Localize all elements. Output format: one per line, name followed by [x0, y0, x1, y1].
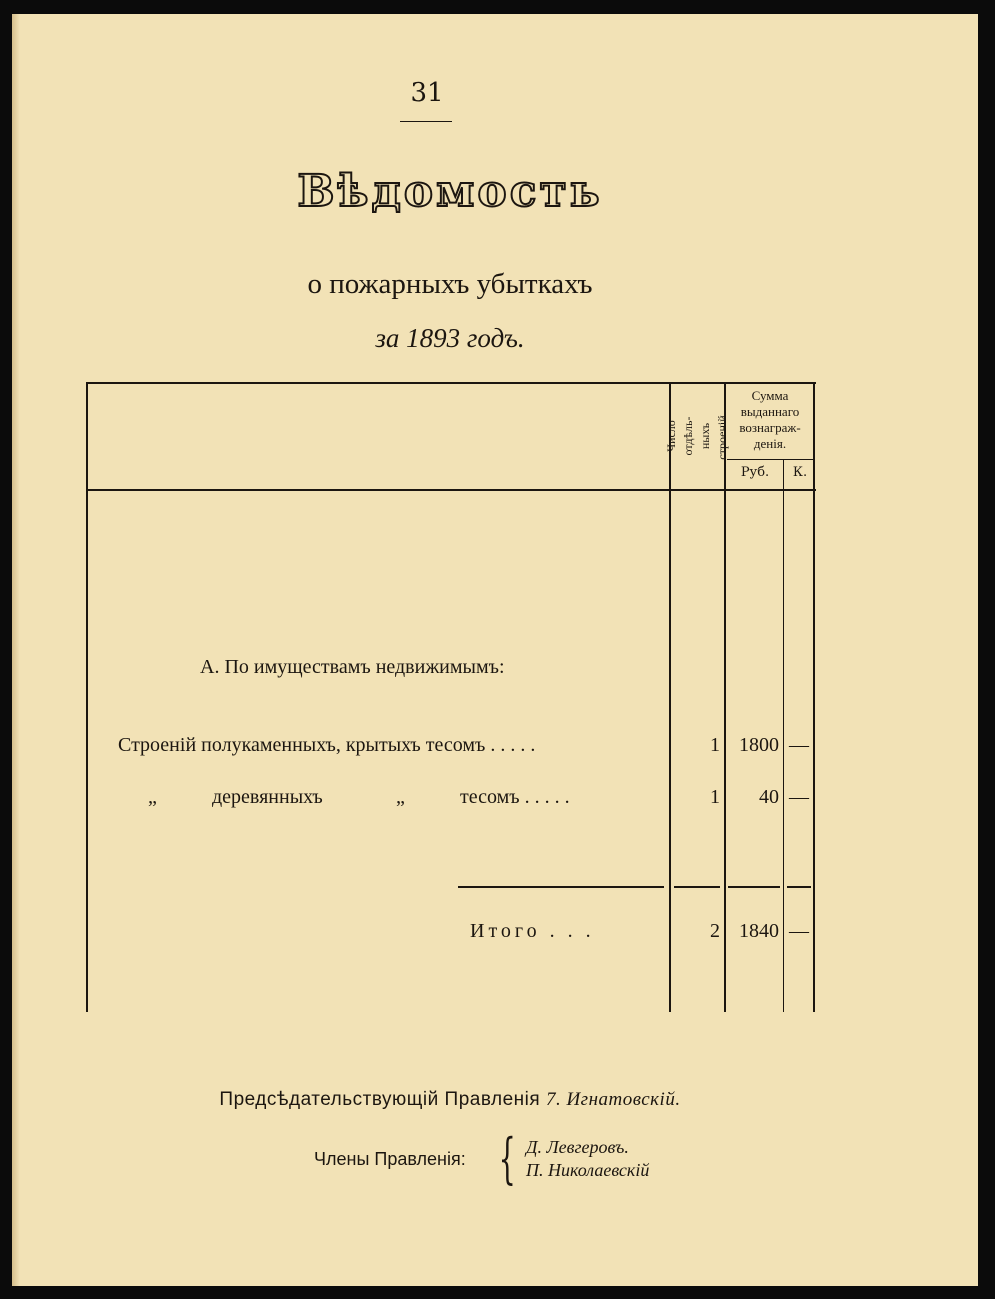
row-1-kop: — [789, 734, 809, 756]
row-2-ditto-1: „ [148, 786, 157, 808]
table-left-rule [86, 382, 88, 1012]
table-header-rule [86, 489, 816, 491]
total-label: Итого . . . [470, 920, 595, 942]
member-2: П. Николаевскій [526, 1160, 650, 1180]
chairman-title: Предсѣдательствующій Правленія [219, 1089, 541, 1110]
row-1-rub: 1800 [739, 734, 779, 756]
table-top-rule [86, 382, 816, 384]
total-rub: 1840 [739, 920, 779, 942]
kop-column-header: К. [792, 465, 808, 480]
total-kop: — [789, 920, 809, 942]
row-2-ditto-2: „ [396, 786, 405, 808]
section-heading: А. По имуществамъ недвижимымъ: [200, 656, 505, 678]
member-1: Д. Левгеровъ. [526, 1137, 629, 1157]
row-2-count: 1 [710, 786, 720, 808]
members-brace: { [498, 1127, 516, 1190]
document-subtitle: о пожарныхъ убыткахъ [307, 268, 593, 300]
page-number: 31 [410, 78, 444, 108]
document-period: за 1893 годъ. [375, 323, 525, 353]
col-divider-sum [724, 382, 726, 1012]
row-2-rub: 40 [759, 786, 779, 808]
rub-column-header: Руб. [740, 465, 770, 480]
row-2-label: деревянныхъ [212, 786, 323, 808]
row-1-label: Строеній полукаменныхъ, крытыхъ тесомъ . . . . . [118, 734, 536, 756]
chairman-line [150, 1089, 750, 1111]
members-label: Члены Правленія: [314, 1149, 466, 1169]
total-rule-count [674, 886, 720, 888]
sum-subheader-rule [727, 459, 813, 460]
col-divider-kop [783, 459, 784, 1012]
count-column-header: Число отдѣль- ныхъ строеній. [664, 412, 729, 460]
total-rule-label [458, 886, 664, 888]
page-number-rule [400, 121, 452, 122]
col-divider-count [669, 382, 671, 1012]
sum-column-header: Сумма выданнаго вознаграж- денія. [739, 388, 801, 451]
document-title: Вѣдомость [297, 166, 603, 217]
row-2-kop: — [789, 786, 809, 808]
total-count: 2 [710, 920, 720, 942]
total-rule-rub [728, 886, 780, 888]
chairman-name: 7. Игнатовскій. [545, 1089, 681, 1110]
total-rule-kop [787, 886, 811, 888]
row-2-label-2: тесомъ . . . . . [460, 786, 570, 808]
row-1-count: 1 [710, 734, 720, 756]
